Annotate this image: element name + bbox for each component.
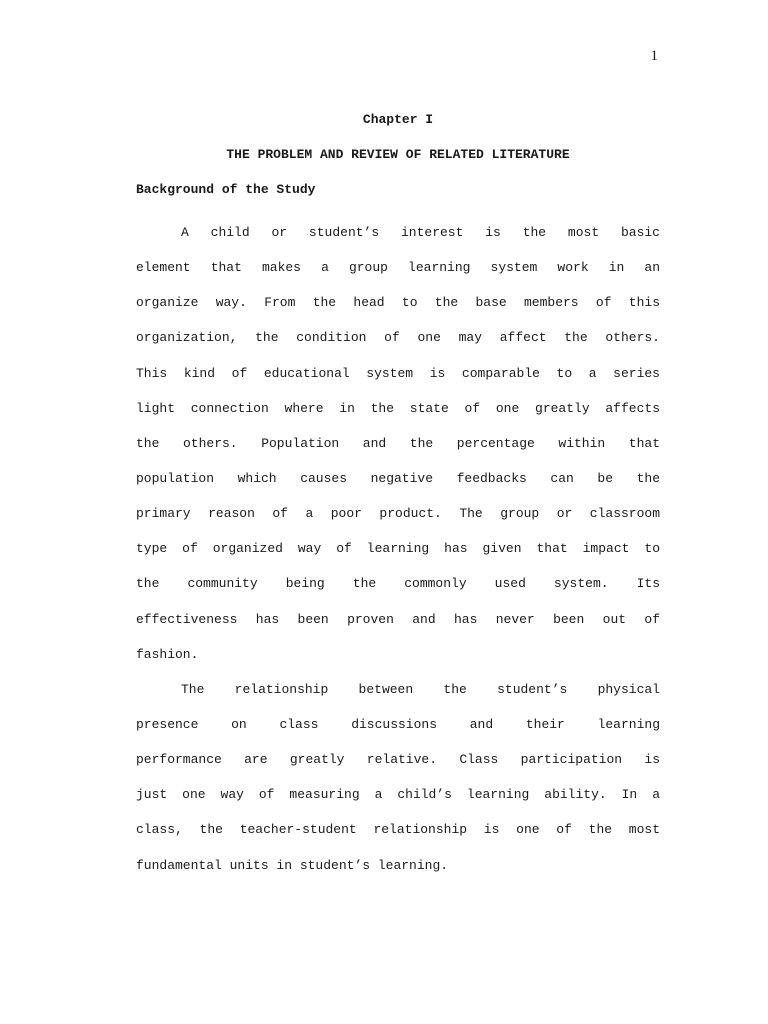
body-text xyxy=(136,215,660,883)
section-heading: Background of the Study xyxy=(136,182,316,197)
paragraph-line: primary reason of a poor product. The group or classroom xyxy=(136,506,660,522)
paragraph-line: the community being the commonly used system. Its xyxy=(136,576,660,592)
paragraph-line: element that makes a group learning system work in an xyxy=(136,260,660,276)
paragraph-line: performance are greatly relative. Class participation is xyxy=(136,752,660,768)
paragraph-line: just one way of measuring a child’s learning ability. In a xyxy=(136,787,660,803)
paragraph-line: The relationship between the student’s physical xyxy=(181,681,660,697)
paragraph-line: class, the teacher-student relationship is one of the most xyxy=(136,822,660,838)
paragraph-line: population which causes negative feedbacks can be the xyxy=(136,470,660,486)
paragraph-line: A child or student’s interest is the most basic xyxy=(181,225,660,240)
chapter-title: THE PROBLEM AND REVIEW OF RELATED LITERATURE xyxy=(226,147,570,162)
paragraph-line: presence on class discussions and their learning xyxy=(136,716,660,732)
paragraph-line: type of organized way of learning has given that impact to xyxy=(136,541,660,557)
paragraph-line: organization, the condition of one may affect the others. xyxy=(136,330,660,346)
paragraph-line: organize way. From the head to the base members of this xyxy=(136,295,660,311)
paragraph-line: the others. Population and the percentage within that xyxy=(136,435,660,451)
paragraph-line: fashion. xyxy=(136,646,199,662)
paragraph-line: This kind of educational system is comparable to a series xyxy=(136,365,660,381)
chapter-heading: Chapter I xyxy=(362,112,434,127)
paragraph-line: fundamental units in student’s learning. xyxy=(136,857,449,873)
paragraph-line: effectiveness has been proven and has never been out of xyxy=(136,611,660,627)
page-number: 1 xyxy=(650,48,658,64)
paragraph-line: light connection where in the state of one greatly affects xyxy=(136,400,660,416)
